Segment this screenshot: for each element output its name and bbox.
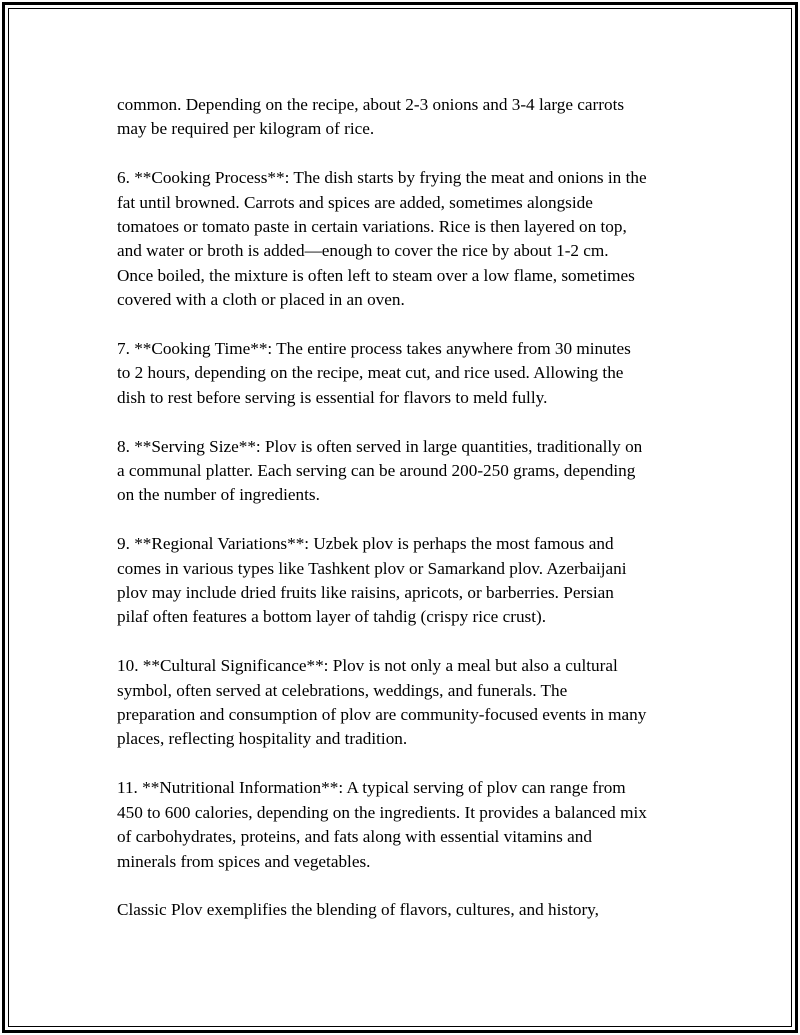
paragraph-cooking-time: 7. **Cooking Time**: The entire process takes anywhere from 30 minutes to 2 hours, depending on the recipe, meat cut, and rice used. Allowing the dish to rest before serving is essential for flavors to meld fully. [117, 339, 631, 407]
paragraph-cooking-process: 6. **Cooking Process**: The dish starts by frying the meat and onions in the fat until browned. Carrots and spices are added, sometimes alongside tomatoes or tomato paste in certain variations. Rice is then layered on top, and water or broth is added—enough to cover the rice by about 1-2 cm. Once boiled, the mixture is often left to steam over a low flame, sometimes covered with a cloth or placed in an oven. [117, 168, 647, 310]
paragraph-regional-variations: 9. **Regional Variations**: Uzbek plov is perhaps the most famous and comes in various types like Tashkent plov or Samarkand plov. Azerbaijani plov may include dried fruits like raisins, apricots, or barberries. Persian pilaf often features a bottom layer of tahdig (crispy rice crust). [117, 534, 627, 627]
paragraph-conclusion: Classic Plov exemplifies the blending of flavors, cultures, and history, [117, 900, 599, 920]
paragraph-nutritional-information: 11. **Nutritional Information**: A typical serving of plov can range from 450 to 600 calories, depending on the ingredients. It provides a balanced mix of carbohydrates, proteins, and fats along with essential vitamins and minerals from spices and vegetables. [117, 778, 647, 871]
document-body [117, 93, 692, 947]
paragraph-cultural-significance: 10. **Cultural Significance**: Plov is not only a meal but also a cultural symbol, often served at celebrations, weddings, and funerals. The preparation and consumption of plov are community-focused events in many places, reflecting hospitality and tradition. [117, 656, 647, 749]
paragraph-serving-size: 8. **Serving Size**: Plov is often served in large quantities, traditionally on a communal platter. Each serving can be around 200-250 grams, depending on the number of ingredients. [117, 436, 643, 505]
paragraph-ingredients-continued: common. Depending on the recipe, about 2-3 onions and 3-4 large carrots may be required per kilogram of rice. [117, 95, 625, 139]
